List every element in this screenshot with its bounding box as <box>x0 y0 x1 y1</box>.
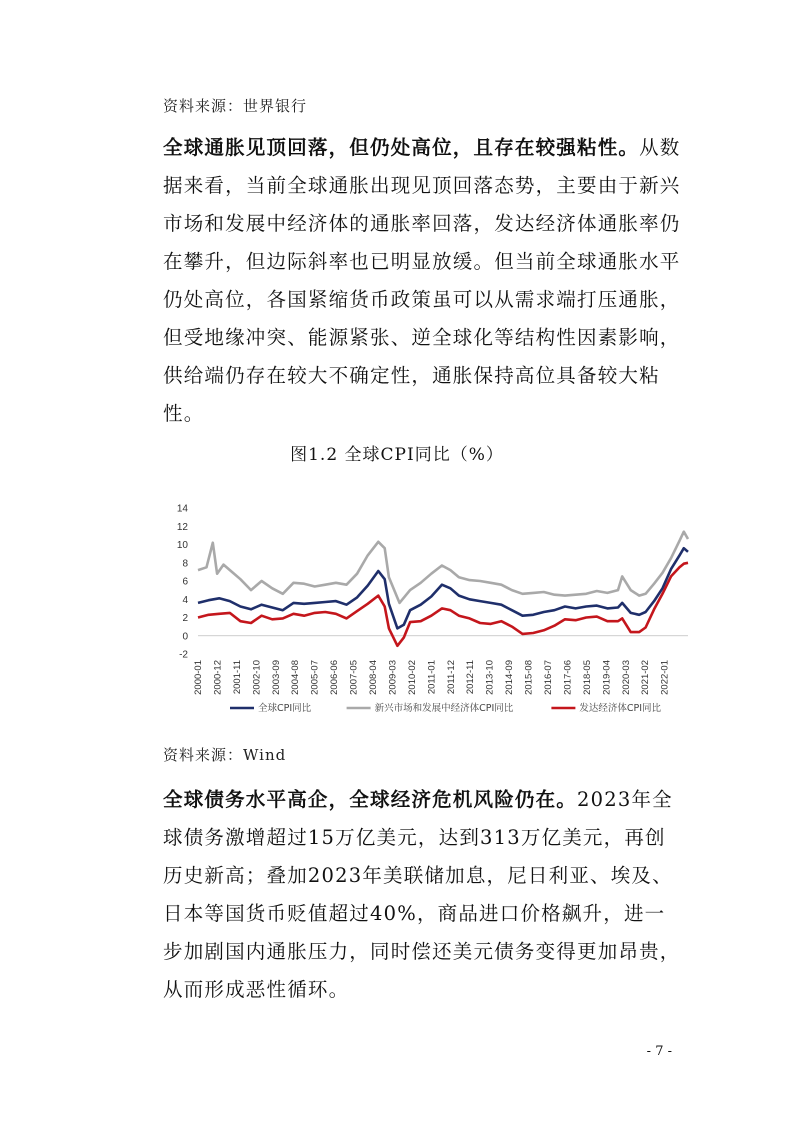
x-tick-label: 2020-03 <box>620 660 632 695</box>
paragraph-lead: 全球通胀见顶回落，但仍处高位，且存在较强粘性。 <box>163 136 640 159</box>
series-line-3 <box>198 563 688 646</box>
legend-label: 全球CPI同比 <box>258 703 312 714</box>
series-line-2 <box>198 532 688 603</box>
y-tick-label: 14 <box>176 503 188 515</box>
x-tick-label: 2001-11 <box>231 660 243 695</box>
x-tick-label: 2011-01 <box>426 660 438 695</box>
paragraph-inflation <box>163 129 683 433</box>
y-tick-label: -2 <box>179 649 188 661</box>
figure-title: 图1.2 全球CPI同比（%） <box>290 445 504 465</box>
x-tick-label: 2019-04 <box>601 660 613 695</box>
legend-label: 发达经济体CPI同比 <box>579 703 662 714</box>
y-tick-label: 4 <box>182 594 188 606</box>
page-number: - 7 - <box>646 1044 672 1059</box>
paragraph-debt <box>163 781 683 1009</box>
x-tick-label: 2018-05 <box>581 660 593 695</box>
x-tick-label: 2000-12 <box>212 660 224 695</box>
x-tick-label: 2013-10 <box>484 660 496 695</box>
x-tick-label: 2002-10 <box>251 660 263 695</box>
y-tick-label: 0 <box>182 631 188 643</box>
x-tick-label: 2011-12 <box>445 660 457 695</box>
x-tick-label: 2000-01 <box>193 660 204 695</box>
x-tick-label: 2006-06 <box>329 660 341 695</box>
paragraph-lead: 全球债务水平高企，全球经济危机风险仍在。 <box>163 788 578 811</box>
paragraph-body: 2023年全球债务激增超过15万亿美元，达到313万亿美元，再创历史新高；叠加2023年美联储加息，尼日利亚、埃及、日本等国货币贬值超过40%，商品进口价格飙升，进一步加剧国内通胀压力，同时偿还美元债务变得更加昂贵，从而形成恶性循环。 <box>163 788 681 1001</box>
x-tick-label: 2022-01 <box>659 660 671 695</box>
y-tick-label: 6 <box>182 576 188 588</box>
y-tick-label: 12 <box>176 521 188 533</box>
source-note-top: 资料来源：世界银行 <box>163 97 308 115</box>
paragraph-body: 从数据来看，当前全球通胀出现见顶回落态势，主要由于新兴市场和发展中经济体的通胀率回落，发达经济体通胀率仍在攀升，但边际斜率也已明显放缓。但当前全球通胀水平仍处高位，各国紧缩货币政策虽可以从需求端打压通胀，但受地缘冲突、能源紧张、逆全球化等结构性因素影响，供给端仍存在较大不确定性，通胀保持高位具备较大粘性。 <box>163 136 681 425</box>
x-tick-label: 2017-06 <box>562 660 574 695</box>
x-tick-label: 2005-07 <box>309 660 321 695</box>
x-tick-label: 2015-08 <box>523 660 535 695</box>
x-tick-label: 2010-02 <box>406 660 418 695</box>
y-tick-label: 8 <box>182 558 188 570</box>
x-tick-label: 2014-09 <box>504 660 516 695</box>
cpi-line-chart <box>160 492 700 724</box>
x-tick-label: 2009-03 <box>387 660 399 695</box>
legend-label: 新兴市场和发展中经济体CPI同比 <box>374 703 514 714</box>
x-tick-label: 2012-11 <box>465 660 477 695</box>
x-tick-label: 2016-07 <box>543 660 554 695</box>
source-note-bottom: 资料来源：Wind <box>163 746 287 764</box>
x-tick-label: 2021-02 <box>640 660 652 695</box>
y-tick-label: 2 <box>182 613 188 624</box>
x-tick-label: 2007-05 <box>348 660 360 695</box>
x-tick-label: 2003-09 <box>270 660 282 695</box>
y-tick-label: 10 <box>176 540 188 551</box>
x-tick-label: 2004-08 <box>290 660 302 695</box>
x-tick-label: 2008-04 <box>368 660 379 695</box>
